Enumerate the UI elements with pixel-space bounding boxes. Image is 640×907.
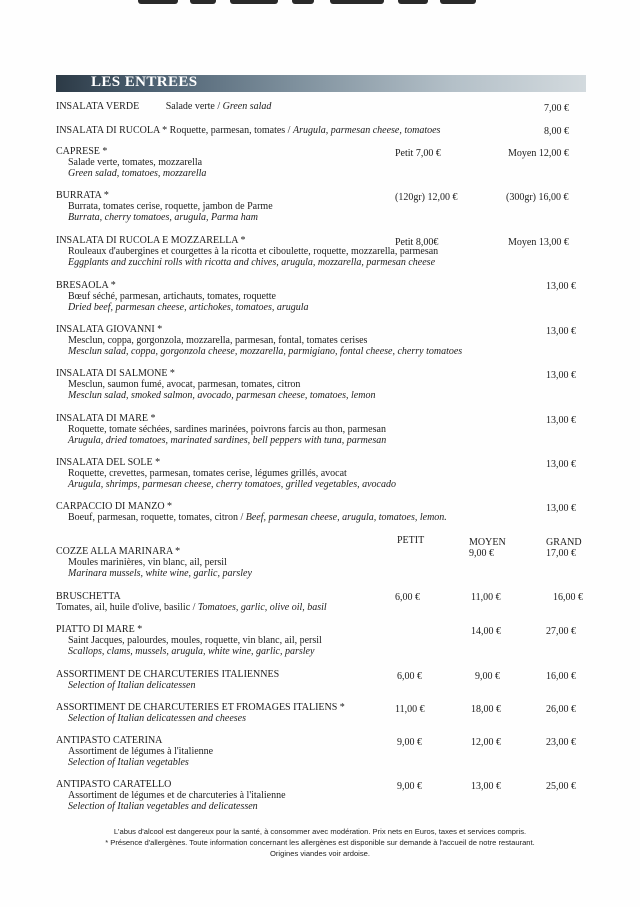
price-petit: 9,00 € [397, 737, 422, 748]
item-price: 13,00 € [546, 326, 576, 337]
item-price: 13,00 € [546, 281, 576, 292]
price-moyen: 12,00 € [471, 737, 501, 748]
item-desc-en: Mesclun salad, smoked salmon, avocado, parmesan cheese, tomatoes, lemon [68, 390, 376, 401]
item-desc-en: Beef, parmesan cheese, arugula, tomatoes, lemon. [245, 512, 447, 523]
item-name: INSALATA GIOVANNI * [56, 324, 163, 335]
item-desc-en: Tomatoes, garlic, olive oil, basil [197, 602, 327, 613]
price-grand: 17,00 € [546, 548, 576, 559]
price-moyen: 9,00 € [475, 671, 500, 682]
section-header [56, 75, 586, 92]
menu-item [56, 735, 213, 768]
price-petit: 9,00 € [397, 781, 422, 792]
menu-item [56, 101, 271, 112]
item-price-small: (120gr) 12,00 € [395, 192, 458, 203]
item-desc-en: Marinara mussels, white wine, garlic, parsley [68, 568, 252, 579]
top-decoration [0, 0, 640, 10]
item-name: BRUSCHETTA [56, 591, 121, 602]
footer-line: Origines viandes voir ardoise. [269, 849, 371, 858]
item-price-small: Petit 7,00 € [395, 148, 441, 159]
menu-item [56, 146, 206, 179]
item-price: 13,00 € [546, 415, 576, 426]
item-name: INSALATA DI SALMONE * [56, 368, 175, 379]
item-desc: Saint Jacques, palourdes, moules, roquette, vin blanc, ail, persil [68, 635, 322, 646]
item-name: INSALATA DEL SOLE * [56, 457, 161, 468]
size-header-moyen: MOYEN [469, 537, 506, 548]
item-desc: Burrata, tomates cerise, roquette, jambon de Parme [68, 201, 273, 212]
footer-notice [0, 826, 640, 859]
item-name: BRESAOLA * [56, 280, 116, 291]
menu-item [56, 546, 252, 579]
price-petit: 6,00 € [397, 671, 422, 682]
menu-item [56, 125, 440, 136]
item-desc-en: Green salad [222, 101, 272, 112]
price-grand: 16,00 € [553, 592, 583, 603]
price-moyen: 13,00 € [471, 781, 501, 792]
menu-item [56, 702, 345, 724]
menu-item [56, 368, 375, 401]
item-desc: Tomates, ail, huile d'olive, basilic / [56, 602, 198, 613]
item-price-small: Petit 8,00€ [395, 237, 439, 248]
item-name: BURRATA * [56, 190, 109, 201]
item-price: 13,00 € [546, 503, 576, 514]
item-desc: Roquette, crevettes, parmesan, tomates cerise, légumes grillés, avocat [68, 468, 347, 479]
price-moyen: 18,00 € [471, 704, 501, 715]
item-desc: Rouleaux d'aubergines et courgettes à la ricotta et ciboulette, roquette, mozzarella, parmesan [68, 246, 439, 257]
price-grand: 26,00 € [546, 704, 576, 715]
item-name: INSALATA DI RUCOLA E MOZZARELLA * [56, 235, 246, 246]
item-desc: Mesclun, coppa, gorgonzola, mozzarella, parmesan, fontal, tomates cerises [68, 335, 368, 346]
price-moyen: 11,00 € [471, 592, 501, 603]
price-moyen: 14,00 € [471, 626, 501, 637]
price-grand: 16,00 € [546, 671, 576, 682]
item-desc-en: Arugula, shrimps, parmesan cheese, cherry tomatoes, grilled vegetables, avocado [68, 479, 396, 490]
price-grand: 27,00 € [546, 626, 576, 637]
price-petit: 6,00 € [395, 592, 420, 603]
size-header-grand: GRAND [546, 537, 582, 548]
price-moyen: 9,00 € [469, 548, 494, 559]
item-price: 7,00 € [544, 103, 569, 114]
item-desc: Roquette, tomate séchées, sardines marinées, poivrons farcis au thon, parmesan [68, 424, 386, 435]
item-desc: Salade verte / [165, 101, 223, 112]
item-name: INSALATA DI MARE * [56, 413, 156, 424]
item-name: ASSORTIMENT DE CHARCUTERIES ITALIENNES [56, 669, 280, 680]
item-desc: Salade verte, tomates, mozzarella [68, 157, 203, 168]
menu-item [56, 591, 327, 613]
item-name: CAPRESE * [56, 146, 108, 157]
price-grand: 23,00 € [546, 737, 576, 748]
item-desc-en: Scallops, clams, mussels, arugula, white wine, garlic, parsley [68, 646, 315, 657]
item-desc-en: Selection of Italian vegetables [68, 757, 189, 768]
item-desc-en: Selection of Italian delicatessen and cheeses [68, 713, 247, 724]
item-price: 13,00 € [546, 370, 576, 381]
item-desc-en: Burrata, cherry tomatoes, arugula, Parma ham [68, 212, 258, 223]
price-grand: 25,00 € [546, 781, 576, 792]
item-name: COZZE ALLA MARINARA * [56, 546, 181, 557]
item-desc-en: Selection of Italian vegetables and delicatessen [68, 801, 258, 812]
item-name: INSALATA VERDE [56, 101, 140, 112]
item-price: 13,00 € [546, 459, 576, 470]
item-desc: Mesclun, saumon fumé, avocat, parmesan, tomates, citron [68, 379, 301, 390]
item-price-large: (300gr) 16,00 € [506, 192, 569, 203]
item-desc-en: Eggplants and zucchini rolls with ricotta and chives, arugula, mozzarella, parmesan cheese [68, 257, 436, 268]
size-header-petit: PETIT [397, 535, 425, 546]
menu-item [56, 235, 438, 268]
item-price-large: Moyen 13,00 € [508, 237, 569, 248]
footer-line: L'abus d'alcool est dangereux pour la santé, à consommer avec modération. Prix nets en Euros, taxes et services compris. [113, 827, 527, 836]
footer-line: * Présence d'allergènes. Toute information concernant les allergènes est disponible sur demande à l'accueil de notre restaurant. [105, 838, 535, 847]
item-desc: Moules marinières, vin blanc, ail, persil [68, 557, 227, 568]
item-desc: Assortiment de légumes et de charcuteries à l'italienne [68, 790, 286, 801]
menu-item [56, 190, 273, 223]
item-desc-en: Mesclun salad, coppa, gorgonzola cheese, mozzarella, parmigiano, fontal cheese, cherry tomatoes [68, 346, 463, 357]
menu-item [56, 324, 462, 357]
item-desc-en: Green salad, tomatoes, mozzarella [68, 168, 207, 179]
item-name: PIATTO DI MARE * [56, 624, 143, 635]
item-price-large: Moyen 12,00 € [508, 148, 569, 159]
item-name: INSALATA DI RUCOLA * [56, 125, 168, 136]
menu-item [56, 413, 386, 446]
menu-item [56, 457, 396, 490]
item-desc: Boeuf, parmesan, roquette, tomates, citron / [68, 512, 246, 523]
menu-item [56, 669, 279, 691]
item-desc-en: Arugula, dried tomatoes, marinated sardines, bell peppers with tuna, parmesan [68, 435, 387, 446]
item-name: ANTIPASTO CARATELLO [56, 779, 172, 790]
menu-item [56, 280, 309, 313]
item-desc-en: Dried beef, parmesan cheese, artichokes, tomatoes, arugula [68, 302, 309, 313]
item-desc: Bœuf séché, parmesan, artichauts, tomates, roquette [68, 291, 276, 302]
price-petit: 11,00 € [395, 704, 425, 715]
item-name: ANTIPASTO CATERINA [56, 735, 163, 746]
menu-item [56, 779, 286, 812]
menu-item [56, 501, 447, 523]
item-name: CARPACCIO DI MANZO * [56, 501, 173, 512]
item-desc-en: Selection of Italian delicatessen [68, 680, 196, 691]
item-desc: Assortiment de légumes à l'italienne [68, 746, 214, 757]
item-desc: Roquette, parmesan, tomates / [167, 125, 293, 136]
item-name: ASSORTIMENT DE CHARCUTERIES ET FROMAGES ITALIENS * [56, 702, 345, 713]
item-desc-en: Arugula, parmesan cheese, tomatoes [292, 125, 441, 136]
item-price: 8,00 € [544, 126, 569, 137]
section-title: LES ENTREES [91, 74, 198, 90]
menu-item [56, 624, 322, 657]
